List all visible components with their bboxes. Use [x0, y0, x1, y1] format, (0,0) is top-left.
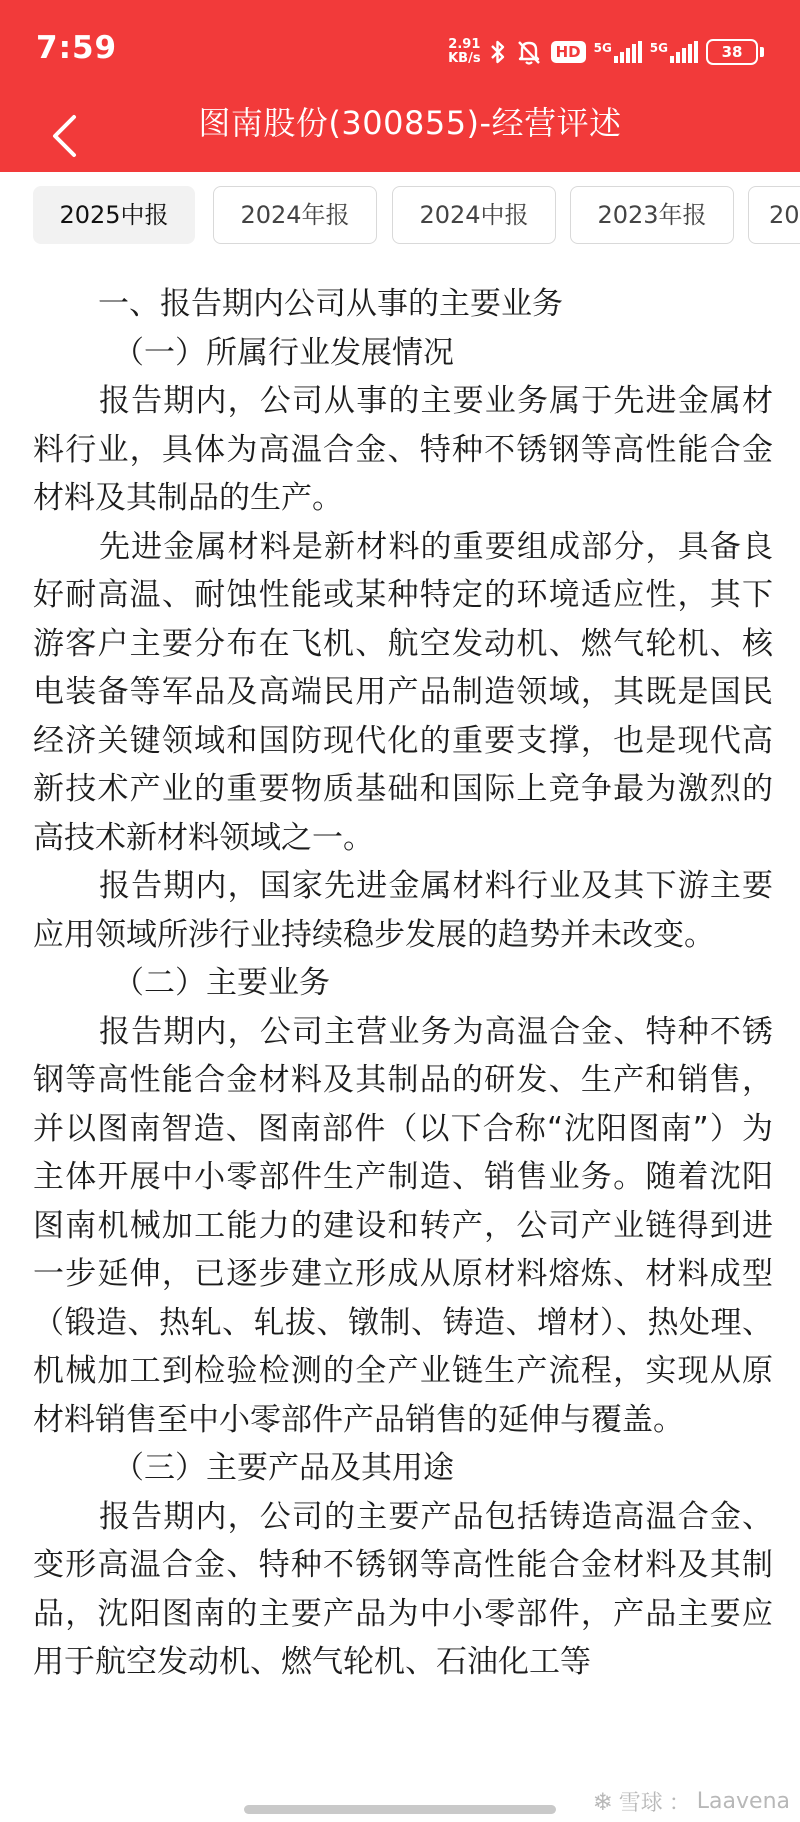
paragraph: 报告期内，公司从事的主要业务属于先进金属材料行业，具体为高温合金、特种不锈钢等高性能合金材料及其制品的生产。	[33, 383, 773, 516]
network-speed-unit: KB/s	[448, 51, 481, 66]
bluetooth-icon	[489, 39, 507, 65]
app-header	[0, 0, 800, 172]
paragraph: 报告期内，公司主营业务为高温合金、特种不锈钢等高性能合金材料及其制品的研发、生产和销售，并以图南智造、图南部件（以下合称“沈阳图南”）为主体开展中小零部件生产制造、销售业务。随着沈阳图南机械加工能力的建设和转产，公司产业链得到进一步延伸，已逐步建立形成从原材料熔炼、材料成型（锻造、热轧、轧拔、镦制、铸造、增材）、热处理、机械加工到检验检测的全产业链生产流程，实现从原材料销售至中小零部件产品销售的延伸与覆盖。	[33, 1013, 773, 1438]
tab-2024-annual[interactable]: 2024年报	[213, 186, 377, 244]
report-period-tabs	[0, 186, 800, 248]
back-chevron-icon	[50, 114, 78, 158]
tab-more[interactable]: 20	[748, 186, 800, 244]
signal-1	[594, 41, 642, 63]
network-speed	[448, 38, 480, 66]
section-heading: 一、报告期内公司从事的主要业务	[98, 286, 563, 322]
subsection-heading: （三）主要产品及其用途	[113, 1450, 454, 1486]
snowball-logo-icon: ❄	[592, 1787, 613, 1816]
back-button[interactable]	[44, 100, 84, 172]
signal-2	[650, 41, 698, 63]
watermark-separator: ：	[668, 1791, 691, 1816]
watermark-user: Laavena	[696, 1789, 790, 1814]
tab-2024-interim[interactable]: 2024中报	[392, 186, 556, 244]
signal-bars-2-icon	[670, 41, 698, 63]
paragraph: 报告期内，国家先进金属材料行业及其下游主要应用领域所涉行业持续稳步发展的趋势并未改变。	[33, 868, 773, 953]
page-title: 图南股份(300855)-经营评述	[198, 104, 622, 142]
status-icons	[448, 36, 764, 68]
network-speed-value: 2.91	[448, 37, 481, 52]
tab-2023-annual[interactable]: 2023年报	[570, 186, 734, 244]
battery-level: 38	[706, 39, 758, 65]
network-type-2: 5G	[649, 41, 668, 55]
watermark	[593, 1786, 790, 1817]
watermark-site: 雪球	[618, 1791, 663, 1816]
subsection-heading: （二）主要业务	[113, 965, 330, 1001]
signal-bars-1-icon	[614, 41, 642, 63]
hd-voice-badge: HD	[551, 41, 586, 63]
paragraph: 报告期内，公司的主要产品包括铸造高温合金、变形高温合金、特种不锈钢等高性能合金材料及其制品，沈阳图南的主要产品为中小零部件，产品主要应用于航空发动机、燃气轮机、石油化工等	[33, 1498, 773, 1680]
home-indicator[interactable]	[244, 1805, 556, 1814]
network-type-1: 5G	[593, 41, 612, 55]
mute-bell-icon	[515, 38, 543, 66]
battery-icon	[706, 39, 764, 65]
title-bar	[0, 100, 800, 172]
status-bar	[0, 0, 800, 100]
status-time: 7:59	[36, 30, 118, 66]
tab-2025-interim[interactable]: 2025中报	[33, 186, 195, 244]
paragraph: 先进金属材料是新材料的重要组成部分，具备良好耐高温、耐蚀性能或某种特定的环境适应性，其下游客户主要分布在飞机、航空发动机、燃气轮机、核电装备等军品及高端民用产品制造领域，其既是国民经济关键领域和国防现代化的重要支撑，也是现代高新技术产业的重要物质基础和国际上竞争最为激烈的高技术新材料领域之一。	[33, 528, 773, 856]
business-review-article	[33, 280, 773, 1687]
subsection-heading: （一）所属行业发展情况	[113, 334, 454, 371]
